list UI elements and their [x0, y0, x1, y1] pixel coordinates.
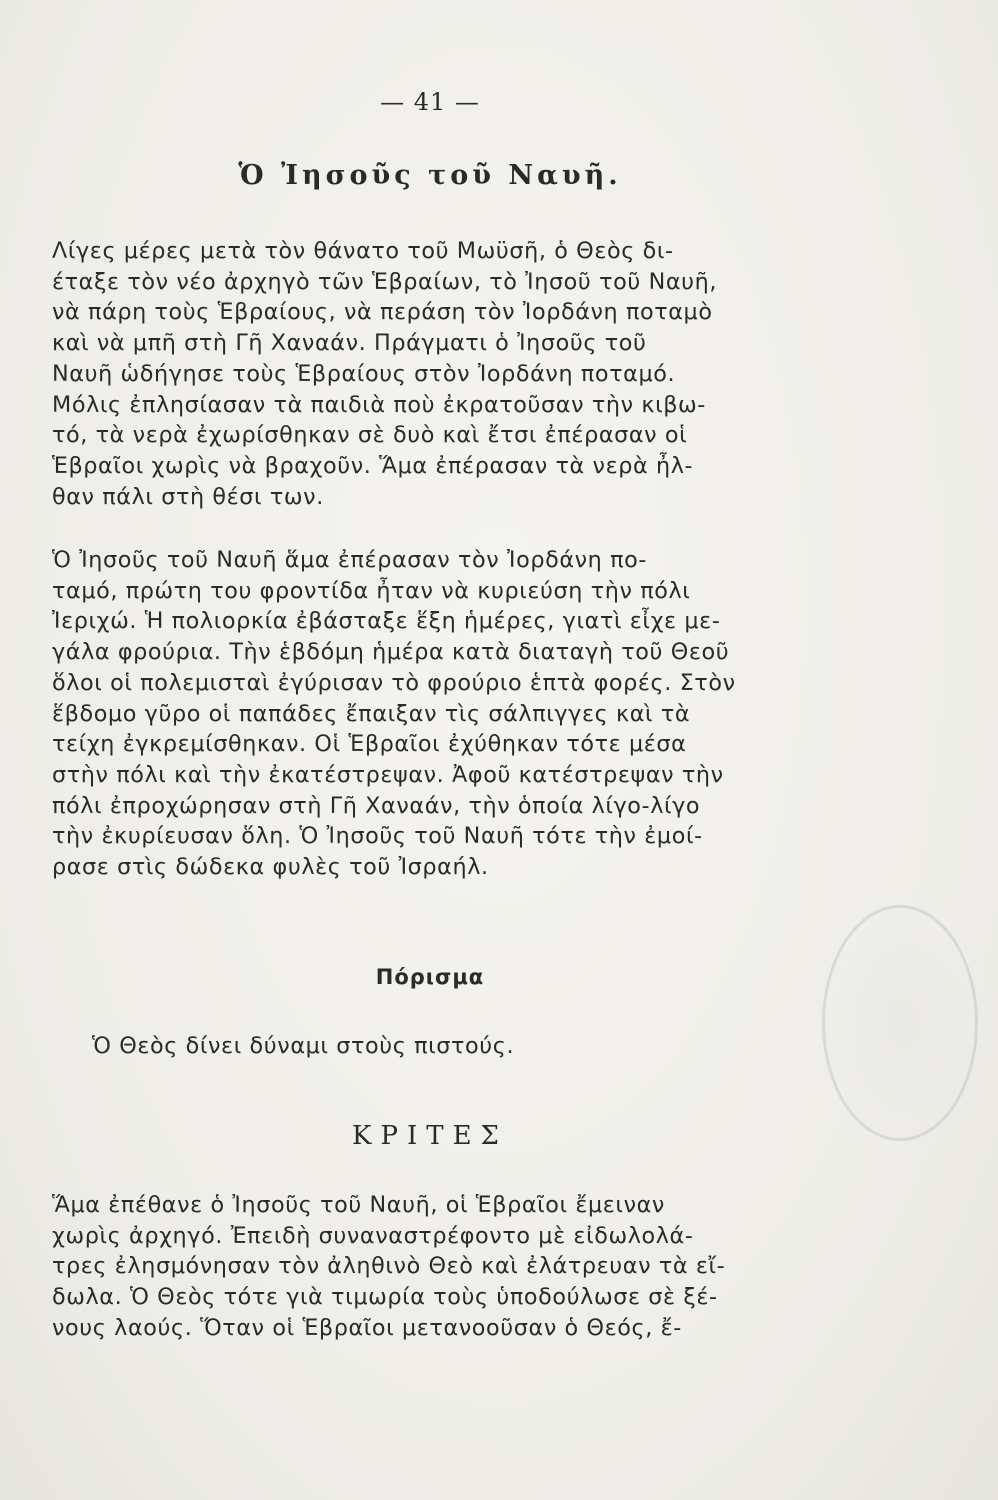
chapter-title: Ὁ Ἰησοῦς τοῦ Ναυῆ. [238, 160, 622, 191]
text-line: ὅλοι οἱ πολεμισταὶ ἐγύρισαν τὸ φρούριο ἑπτὰ φορές. Στὸν [52, 669, 736, 696]
paragraph-2 [52, 545, 822, 883]
section-title: ΚΡΙΤΕΣ [352, 1121, 508, 1151]
library-stamp [822, 905, 978, 1141]
page-number: — 41 — [380, 88, 480, 116]
text-line: Ἅμα ἐπέθανε ὁ Ἰησοῦς τοῦ Ναυῆ, οἱ Ἑβραῖοι ἔμειναν [52, 1192, 665, 1218]
text-line: νὰ πάρη τοὺς Ἑβραίους, νὰ περάση τὸν Ἰορδάνη ποταμὸ [52, 299, 713, 326]
text-line: τό, τὰ νερὰ ἐχωρίσθηκαν σὲ δυὸ καὶ ἔτσι ἐπέρασαν οἱ [52, 422, 688, 449]
text-line: Ὁ Ἰησοῦς τοῦ Ναυῆ ἅμα ἐπέρασαν τὸν Ἰορδάνη πο- [52, 547, 648, 573]
text-line: νους λαούς. Ὅταν οἱ Ἑβραῖοι μετανοοῦσαν ὁ Θεός, ἔ- [52, 1314, 682, 1341]
text-line: θαν πάλι στὴ θέσι των. [52, 483, 324, 510]
text-line: Ναυῆ ὡδήγησε τοὺς Ἑβραίους στὸν Ἰορδάνη ποταμό. [52, 360, 676, 387]
text-line: έταξε τὸν νέο ἀρχηγὸ τῶν Ἑβραίων, τὸ Ἰησοῦ τοῦ Ναυῆ, [52, 268, 718, 295]
text-line: ταμό, πρώτη του φροντίδα ἦταν νὰ κυριεύση τὴν πόλι [52, 577, 691, 604]
text-line: στὴν πόλι καὶ τὴν ἐκατέστρεψαν. Ἀφοῦ κατέστρεψαν τὴν [52, 761, 724, 788]
moral-heading: Πόρισμα [375, 965, 485, 989]
text-line: Μόλις ἐπλησίασαν τὰ παιδιὰ ποὺ ἐκρατοῦσαν τὴν κιβω- [52, 391, 706, 418]
moral-text: Ὁ Θεὸς δίνει δύναμι στοὺς πιστούς. [92, 1033, 515, 1059]
paragraph-1 [52, 236, 822, 512]
text-line: καὶ νὰ μπῆ στὴ Γῆ Χαναάν. Πράγματι ὁ Ἰησοῦς τοῦ [52, 330, 647, 357]
text-line: ρασε στὶς δώδεκα φυλὲς τοῦ Ἰσραήλ. [52, 854, 489, 881]
paragraph-3 [52, 1190, 822, 1344]
text-line: πόλι ἐπροχώρησαν στὴ Γῆ Χαναάν, τὴν ὁποία λίγο-λίγο [52, 792, 701, 819]
text-line: Ἰεριχώ. Ἡ πολιορκία ἐβάσταξε ἕξη ἡμέρες, γιατὶ εἶχε με- [52, 608, 721, 635]
text-line: χωρὶς ἀρχηγό. Ἐπειδὴ συναναστρέφοντο μὲ εἰδωλολά- [52, 1222, 694, 1249]
text-line: Ἑβραῖοι χωρὶς νὰ βραχοῦν. Ἅμα ἐπέρασαν τὰ νερὰ ἦλ- [52, 452, 694, 479]
text-line: γάλα φρούρια. Τὴν ἑβδόμη ἡμέρα κατὰ διαταγὴ τοῦ Θεοῦ [52, 639, 730, 666]
text-line: τρες ἐλησμόνησαν τὸν ἀληθινὸ Θεὸ καὶ ἐλάτρευαν τὰ εἴ- [52, 1253, 726, 1280]
text-line: Λίγες μέρες μετὰ τὸν θάνατο τοῦ Μωϋσῆ, ὁ Θεὸς δι- [52, 238, 674, 264]
text-line: τὴν ἐκυρίευσαν ὅλη. Ὁ Ἰησοῦς τοῦ Ναυῆ τότε τὴν ἐμοί- [52, 823, 703, 850]
text-line: δωλα. Ὁ Θεὸς τότε γιὰ τιμωρία τοὺς ὑποδούλωσε σὲ ξέ- [52, 1284, 718, 1311]
text-line: τείχη ἐγκρεμίσθηκαν. Οἱ Ἑβραῖοι ἐχύθηκαν τότε μέσα [52, 731, 687, 758]
text-line: ἕβδομο γῦρο οἱ παπάδες ἔπαιξαν τὶς σάλπιγγες καὶ τὰ [52, 700, 691, 727]
